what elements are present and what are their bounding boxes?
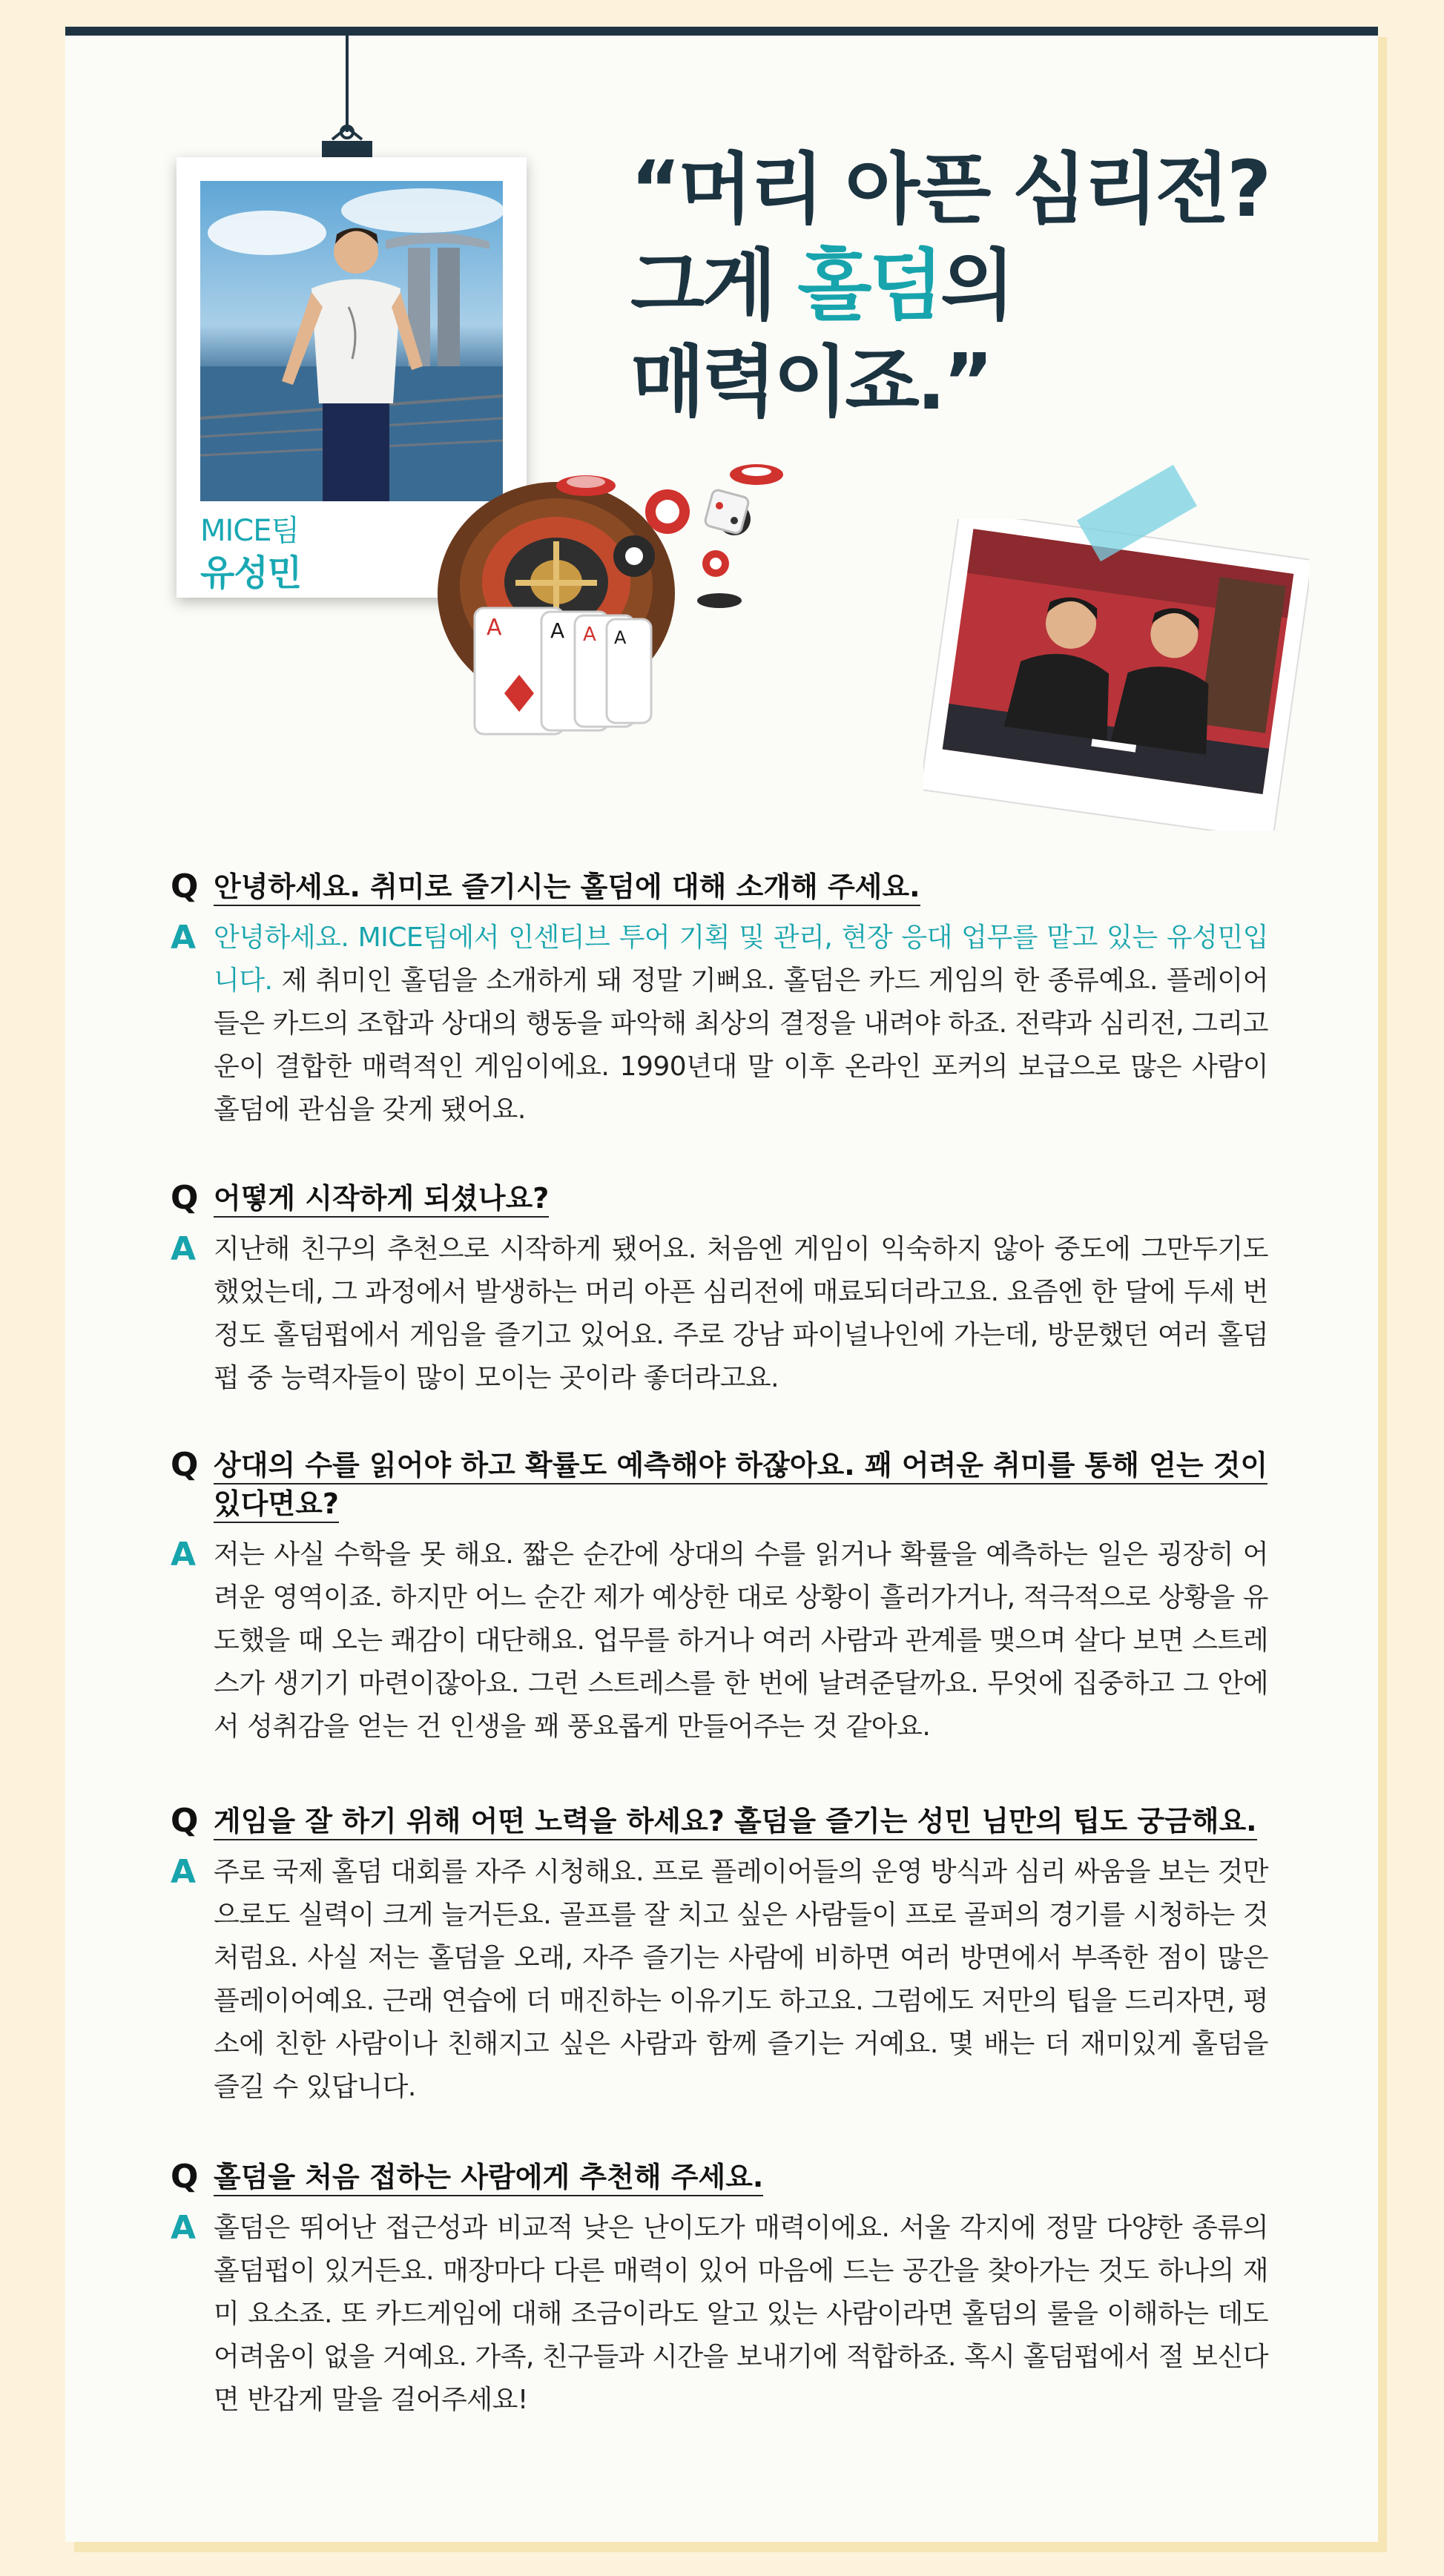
top-bar [65,27,1378,36]
answer [171,1533,1268,1748]
headline-line-3: 매력이죠.” [630,337,991,427]
svg-text:A: A [550,618,565,643]
poker-table-photo [923,519,1309,830]
profile-team: MICE팀 [200,514,300,548]
question-text: 어떻게 시작하게 되셨나요? [214,1182,549,1218]
question-text: 상대의 수를 읽어야 하고 확률도 예측해야 하잖아요. 꽤 어려운 취미를 통해 얻는 것이 있다면요? [214,1449,1267,1523]
question-text: 안녕하세요. 취미로 즐기시는 홀덤에 대해 소개해 주세요. [214,871,920,906]
answer-text: 제 취미인 홀덤을 소개하게 돼 정말 기뻐요. 홀덤은 카드 게임의 한 종류예요. 플레이어들은 카드의 조합과 상대의 행동을 파악해 최상의 결정을 내려야 하죠. 전략과 심리전, 그리고 운이 결합한 매력적인 게임이에요. 1990년대 말 이후 온라인 포커의 보급으로 많은 사람이 홀덤에 관심을 갖게 됐어요. [214,965,1268,1125]
answer-highlight: 안녕하세요. MICE팀에서 인센티브 투어 기획 및 관리, 현장 응대 업무를 맡고 있는 유성민입니다. [214,922,1268,996]
qa-block-5 [171,2158,1268,2422]
q-mark: Q [171,1179,199,1217]
question-text: 게임을 잘 하기 위해 어떤 노력을 하세요? 홀덤을 즐기는 성민 님만의 팁도 궁금해요. [214,1805,1257,1840]
question [171,1179,1268,1218]
question [171,1802,1268,1840]
headline-line-2-post: 의 [940,240,1012,331]
a-mark: A [171,2209,196,2247]
svg-text:A: A [614,627,627,648]
answer [171,1228,1268,1400]
answer [171,917,1268,1132]
q-mark: Q [171,1446,199,1484]
answer [171,1851,1268,2109]
a-mark: A [171,1853,196,1891]
svg-text:A: A [583,624,596,646]
question [171,868,1268,906]
q-mark: Q [171,868,199,905]
casino-illustration [423,460,838,742]
answer-text: 저는 사실 수학을 못 해요. 짧은 순간에 상대의 수를 읽거나 확률을 예측하는 일은 굉장히 어려운 영역이죠. 하지만 어느 순간 제가 예상한 대로 상황이 흘러가거나, 적극적으로 상황을 유도했을 때 오는 쾌감이 대단해요. 업무를 하거나 여러 사람과 관계를 맺으며 살다 보면 스트레스가 생기기 마련이잖아요. 그런 스트레스를 한 번에 날려준달까요. 무엇에 집중하고 그 안에서 성취감을 얻는 건 인생을 꽤 풍요롭게 만들어주는 것 같아요. [214,1539,1268,1742]
answer-text: 홀덤은 뛰어난 접근성과 비교적 낮은 난이도가 매력이에요. 서울 각지에 정말 다양한 종류의 홀덤펍이 있거든요. 매장마다 다른 매력이 있어 마음에 드는 공간을 찾아가는 것도 하나의 재미 요소죠. 또 카드게임에 대해 조금이라도 알고 있는 사람이라면 홀덤의 룰을 이해하는 데도 어려움이 없을 거예요. 가족, 친구들과 시간을 보내기에 적합하죠. 혹시 홀덤펍에서 절 보신다면 반갑게 말을 걸어주세요! [214,2213,1268,2415]
hanging-string [346,36,349,132]
svg-text:A: A [487,615,502,641]
qa-block-1 [171,868,1268,1132]
answer-text: 주로 국제 홀덤 대회를 자주 시청해요. 프로 플레이어들의 운영 방식과 심리 싸움을 보는 것만으로도 실력이 크게 늘거든요. 골프를 잘 치고 싶은 사람들이 프로 골퍼의 경기를 시청하는 것처럼요. 사실 저는 홀덤을 오래, 자주 즐기는 사람에 비하면 여러 방면에서 부족한 점이 많은 플레이어예요. 근래 연습에 더 매진하는 이유기도 하고요. 그럼에도 저만의 팁을 드리자면, 평소에 친한 사람이나 친해지고 싶은 사람과 함께 즐기는 거예요. 몇 배는 더 재미있게 홀덤을 즐길 수 있답니다. [214,1857,1268,2102]
headline-line-2 [630,237,1298,334]
question-text: 홀덤을 처음 접하는 사람에게 추천해 주세요. [214,2161,763,2196]
qa-block-3 [171,1446,1268,1748]
headline [630,141,1298,430]
question [171,1446,1268,1523]
qa-block-4 [171,1802,1268,2109]
headline-accent-word: 홀덤 [797,240,941,331]
a-mark: A [171,919,196,957]
a-mark: A [171,1230,196,1268]
q-mark: Q [171,1802,199,1840]
headline-line-2-pre: 그게 [630,240,798,331]
profile-name: 유성민 [200,552,302,594]
a-mark: A [171,1536,196,1573]
headline-line-1: “머리 아픈 심리전? [630,144,1269,234]
question [171,2158,1268,2196]
profile-photo [200,181,503,501]
qa-block-2 [171,1179,1268,1400]
answer [171,2207,1268,2422]
answer-text: 지난해 친구의 추천으로 시작하게 됐어요. 처음엔 게임이 익숙하지 않아 중도에 그만두기도 했었는데, 그 과정에서 발생하는 머리 아픈 심리전에 매료되더라고요. 요즘엔 한 달에 두세 번 정도 홀덤펍에서 게임을 즐기고 있어요. 주로 강남 파이널나인에 가는데, 방문했던 여러 홀덤펍 중 능력자들이 많이 모이는 곳이라 좋더라고요. [214,1234,1268,1393]
q-mark: Q [171,2158,199,2196]
